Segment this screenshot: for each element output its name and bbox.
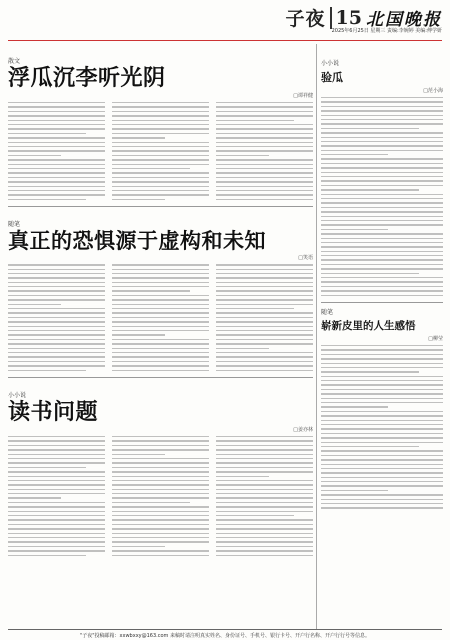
- article-headline: 崭新皮里的人生感悟: [321, 319, 416, 332]
- body-column: [216, 264, 313, 371]
- section-divider: [8, 377, 313, 378]
- masthead: [8, 4, 442, 38]
- side-article-1: [321, 58, 443, 296]
- section-divider: [321, 302, 443, 303]
- body-column: [8, 436, 105, 556]
- body-column: [112, 436, 209, 556]
- article-tag: 小小说: [8, 391, 27, 399]
- side-column: [321, 44, 443, 509]
- article-byline: □范小海: [423, 88, 443, 94]
- article-3: [8, 390, 313, 556]
- masthead-divider: [8, 40, 442, 41]
- article-tag: 随笔: [321, 308, 334, 316]
- section-divider: [8, 206, 313, 207]
- article-body: [8, 436, 313, 556]
- article-tag: 小小说: [321, 60, 340, 67]
- section-name: 子夜: [285, 8, 326, 30]
- footer-notice: "子夜"投稿邮箱：xxwbxxy@163.com 来稿时请注明真实姓名、身份证号、手机号、银行卡号、开户行名称、开户行行号等信息。: [8, 629, 442, 639]
- article-body: [321, 97, 443, 296]
- article-body: [321, 345, 443, 509]
- body-column: [112, 264, 209, 371]
- article-byline: □柳莹: [428, 335, 443, 342]
- body-column: [216, 102, 313, 200]
- article-headline: 真正的恐惧源于虚构和未知: [8, 229, 266, 254]
- article-headline: 验瓜: [321, 71, 343, 84]
- article-tag: 随笔: [8, 221, 21, 229]
- body-column: [8, 264, 105, 371]
- body-column: [8, 102, 105, 200]
- side-article-2: [321, 307, 443, 509]
- article-headline: 浮瓜沉李听光阴: [8, 66, 166, 91]
- main-column: [8, 44, 313, 556]
- article-body: [8, 264, 313, 371]
- column-divider: [316, 44, 317, 629]
- body-column: [216, 436, 313, 556]
- page-number: 15: [330, 7, 362, 29]
- article-byline: □姜亦林: [293, 426, 313, 433]
- body-column: [112, 102, 209, 200]
- article-tag: 散文: [8, 58, 21, 65]
- article-2: [8, 219, 313, 371]
- article-byline: □谭祥健: [293, 93, 313, 100]
- issue-meta: 2025年6月25日 星期三 责编:李婉婷 美编:傅学妍: [331, 28, 442, 34]
- article-body: [8, 102, 313, 200]
- article-1: [8, 56, 313, 200]
- article-byline: □笑语: [298, 255, 313, 262]
- paper-logo: 北国晚报: [366, 10, 442, 30]
- article-headline: 读书问题: [8, 399, 99, 425]
